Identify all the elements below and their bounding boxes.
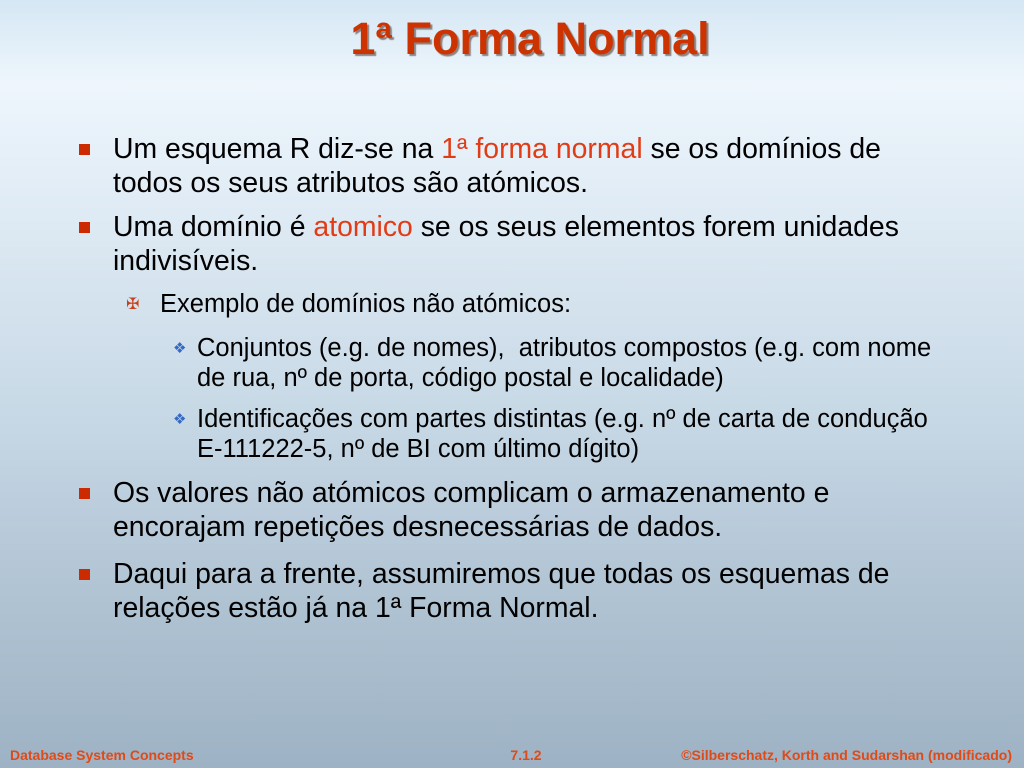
bullet-text: Daqui para a frente, assumiremos que todas os esquemas de relações estão já na 1ª Forma Normal.: [113, 558, 890, 624]
bullet-text: se os domínios de todos os seus atributos são atómicos.: [113, 133, 881, 199]
square-bullet-icon: [79, 144, 90, 155]
sub-sub-bullet-item: [173, 404, 947, 464]
square-bullet-icon: [79, 569, 90, 580]
bullet-text: Os valores não atómicos complicam o armazenamento e encorajam repetições desnecessárias de dados.: [113, 477, 830, 543]
diamond-bullet-icon: ❖: [173, 338, 187, 357]
highlighted-term: 1ª forma normal: [441, 133, 643, 165]
footer-book-title: Database System Concepts: [10, 747, 194, 763]
slide-title: 1ª Forma Normal: [350, 13, 710, 64]
bullet-item: [113, 477, 925, 544]
sub-bullet-item: [126, 289, 920, 319]
footer-slide-number: 7.1.2: [510, 747, 542, 763]
sub-bullet-text: Exemplo de domínios não atómicos:: [160, 290, 572, 318]
highlighted-term: atomico: [313, 211, 413, 243]
bullet-item: [113, 558, 925, 625]
bullet-text: Uma domínio é: [113, 211, 314, 243]
sub-sub-bullet-text: Identificações com partes distintas (e.g. nº de carta de condução E-111222-5, nº de BI com último dígito): [197, 405, 935, 463]
sub-sub-bullet-item: [173, 333, 947, 393]
diamond-bullet-icon: ❖: [173, 409, 187, 428]
square-bullet-icon: [79, 488, 90, 499]
sub-sub-bullet-text: Conjuntos (e.g. de nomes), atributos compostos (e.g. com nome de rua, nº de porta, código postal e localidade): [197, 334, 939, 392]
maltese-cross-icon: ✠: [126, 294, 140, 313]
bullet-text: se os seus elementos forem unidades indivisíveis.: [113, 211, 899, 277]
bullet-item: [113, 211, 925, 278]
bullet-item: [113, 133, 925, 200]
footer-copyright: ©Silberschatz, Korth and Sudarshan (modificado): [681, 747, 1012, 763]
square-bullet-icon: [79, 222, 90, 233]
bullet-text: Um esquema R diz-se na: [113, 133, 442, 165]
